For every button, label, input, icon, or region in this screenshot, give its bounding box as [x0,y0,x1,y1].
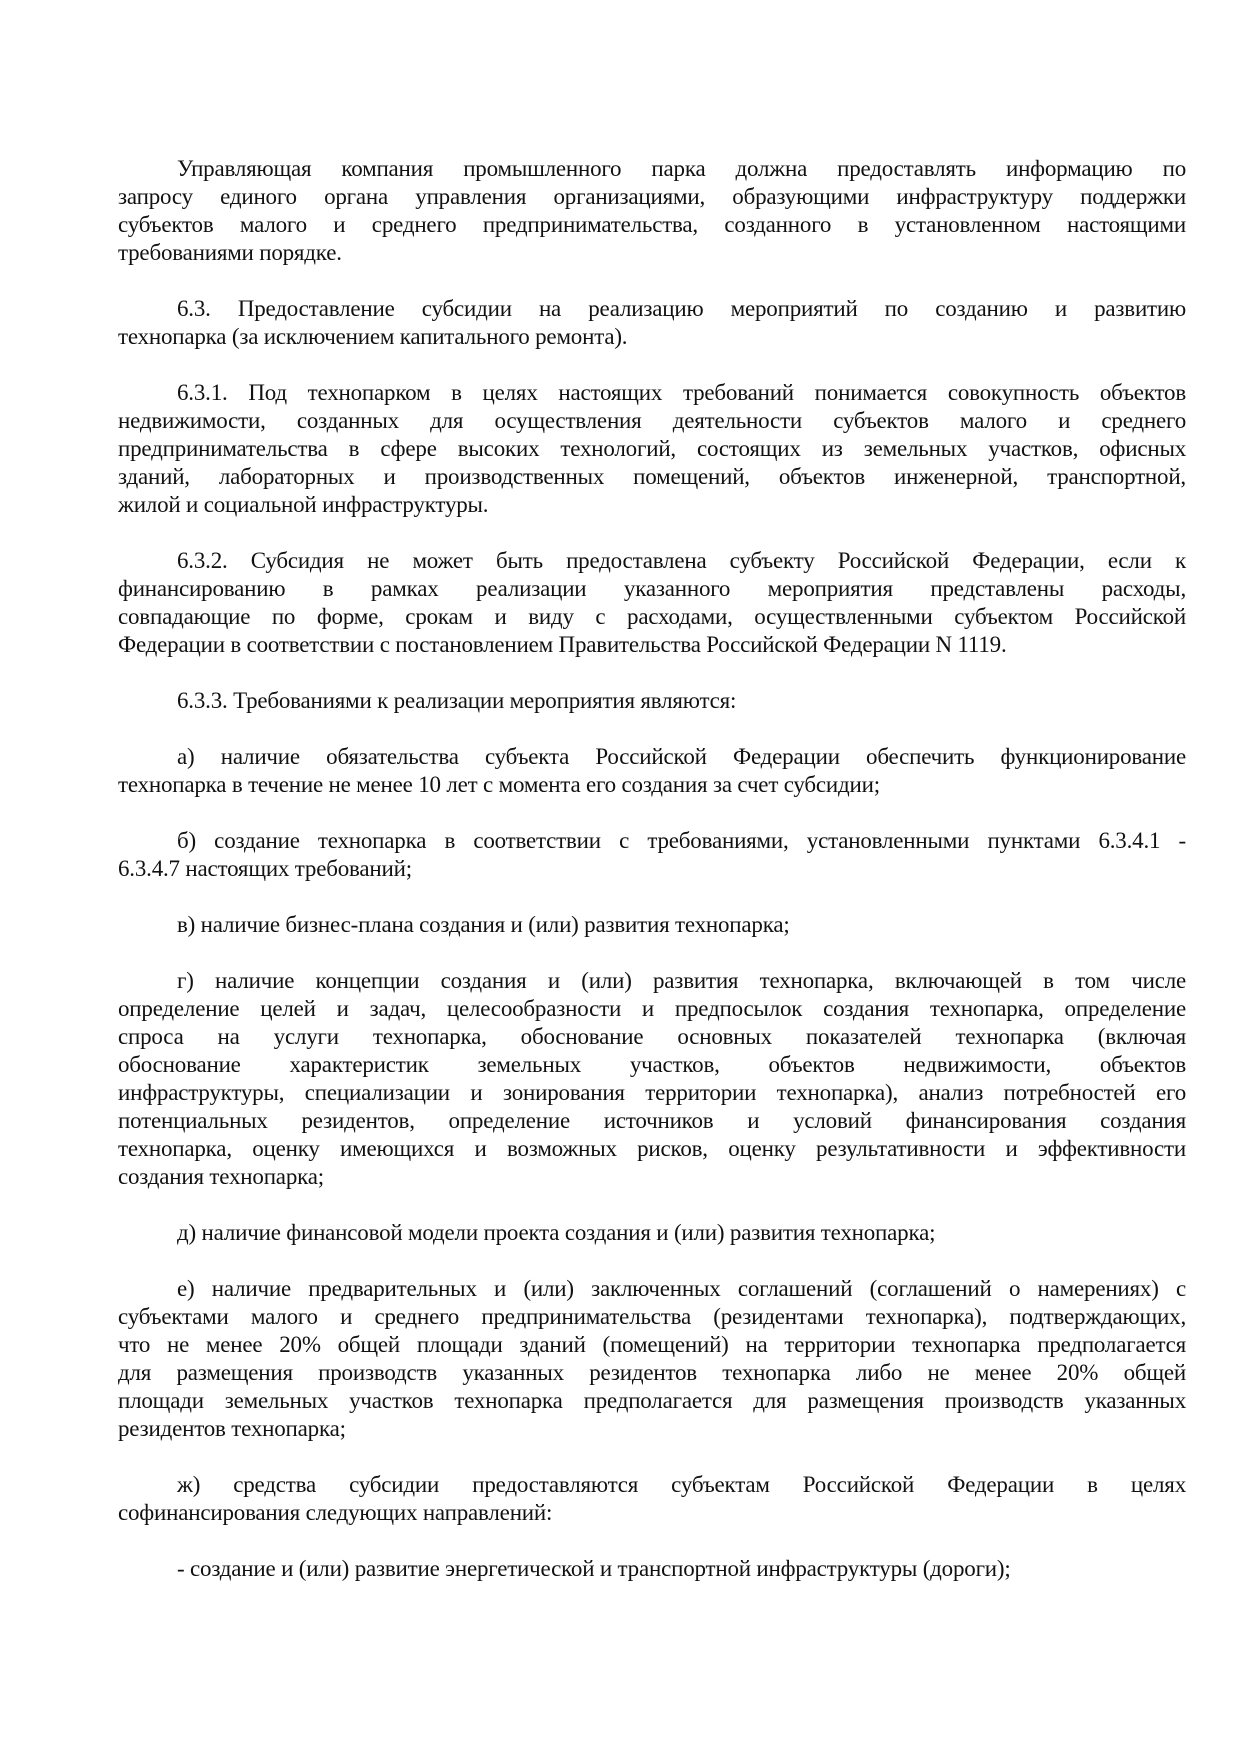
text-line: потенциальных резидентов, определение источников и условий финансирования создания [118,1108,1186,1133]
text-line: 6.3. Предоставление субсидии на реализацию мероприятий по созданию и развитию [177,296,1186,321]
text-line: ж) средства субсидии предоставляются субъектам Российской Федерации в целях [177,1472,1186,1497]
text-line: запросу единого органа управления организациями, образующими инфраструктуру поддержки [118,184,1186,209]
paragraph [118,1555,1186,1583]
text-line: д) наличие финансовой модели проекта создания и (или) развития технопарка; [177,1220,936,1245]
document-page [118,155,1186,1611]
text-line: создания технопарка; [118,1164,324,1189]
text-line: жилой и социальной инфраструктуры. [118,492,489,517]
text-line: Управляющая компания промышленного парка должна предоставлять информацию по [177,156,1186,181]
text-line: требованиями порядке. [118,240,342,265]
text-line: технопарка, оценку имеющихся и возможных рисков, оценку результативности и эффективности [118,1136,1186,1161]
text-line: для размещения производств указанных резидентов технопарка либо не менее 20% общей [118,1360,1186,1385]
text-line: спроса на услуги технопарка, обоснование основных показателей технопарка (включая [118,1024,1186,1049]
paragraph [118,379,1186,519]
text-line: финансированию в рамках реализации указанного мероприятия представлены расходы, [118,576,1186,601]
text-line: совпадающие по форме, срокам и виду с расходами, осуществленными субъектом Российской [118,604,1186,629]
paragraph [118,1275,1186,1443]
text-line: Федерации в соответствии с постановлением Правительства Российской Федерации N 1119. [118,632,1007,657]
text-line: субъектов малого и среднего предпринимательства, созданного в установленном настоящими [118,212,1186,237]
paragraph [118,827,1186,883]
text-line: е) наличие предварительных и (или) заключенных соглашений (соглашений о намерениях) с [177,1276,1186,1301]
text-line: софинансирования следующих направлений: [118,1500,553,1525]
paragraph [118,1471,1186,1527]
text-line: б) создание технопарка в соответствии с требованиями, установленными пунктами 6.3.4.1 - [177,828,1186,853]
text-line: площади земельных участков технопарка предполагается для размещения производств указанных [118,1388,1186,1413]
text-line: что не менее 20% общей площади зданий (помещений) на территории технопарка предполагается [118,1332,1186,1357]
text-line: 6.3.1. Под технопарком в целях настоящих требований понимается совокупность объектов [177,380,1186,405]
paragraph [118,1219,1186,1247]
text-line: технопарка (за исключением капитального ремонта). [118,324,628,349]
text-line: 6.3.2. Субсидия не может быть предоставлена субъекту Российской Федерации, если к [177,548,1186,573]
text-line: определение целей и задач, целесообразности и предпосылок создания технопарка, определение [118,996,1186,1021]
text-line: а) наличие обязательства субъекта Российской Федерации обеспечить функционирование [177,744,1186,769]
text-line: инфраструктуры, специализации и зонирования территории технопарка), анализ потребностей его [118,1080,1186,1105]
text-line: обоснование характеристик земельных участков, объектов недвижимости, объектов [118,1052,1186,1077]
text-line: зданий, лабораторных и производственных помещений, объектов инженерной, транспортной, [118,464,1186,489]
text-line: технопарка в течение не менее 10 лет с момента его создания за счет субсидии; [118,772,880,797]
paragraph [118,967,1186,1191]
paragraph [118,743,1186,799]
text-line: г) наличие концепции создания и (или) развития технопарка, включающей в том числе [177,968,1186,993]
text-line: резидентов технопарка; [118,1416,346,1441]
paragraph [118,295,1186,351]
text-line: в) наличие бизнес-плана создания и (или) развития технопарка; [177,912,790,937]
text-line: 6.3.3. Требованиями к реализации мероприятия являются: [177,688,737,713]
paragraph [118,911,1186,939]
text-line: - создание и (или) развитие энергетической и транспортной инфраструктуры (дороги); [177,1556,1011,1581]
text-line: недвижимости, созданных для осуществления деятельности субъектов малого и среднего [118,408,1186,433]
text-line: субъектами малого и среднего предпринимательства (резидентами технопарка), подтверждающих, [118,1304,1186,1329]
text-line: предпринимательства в сфере высоких технологий, состоящих из земельных участков, офисных [118,436,1186,461]
paragraph [118,155,1186,267]
text-line: 6.3.4.7 настоящих требований; [118,856,412,881]
paragraph [118,547,1186,659]
paragraph [118,687,1186,715]
